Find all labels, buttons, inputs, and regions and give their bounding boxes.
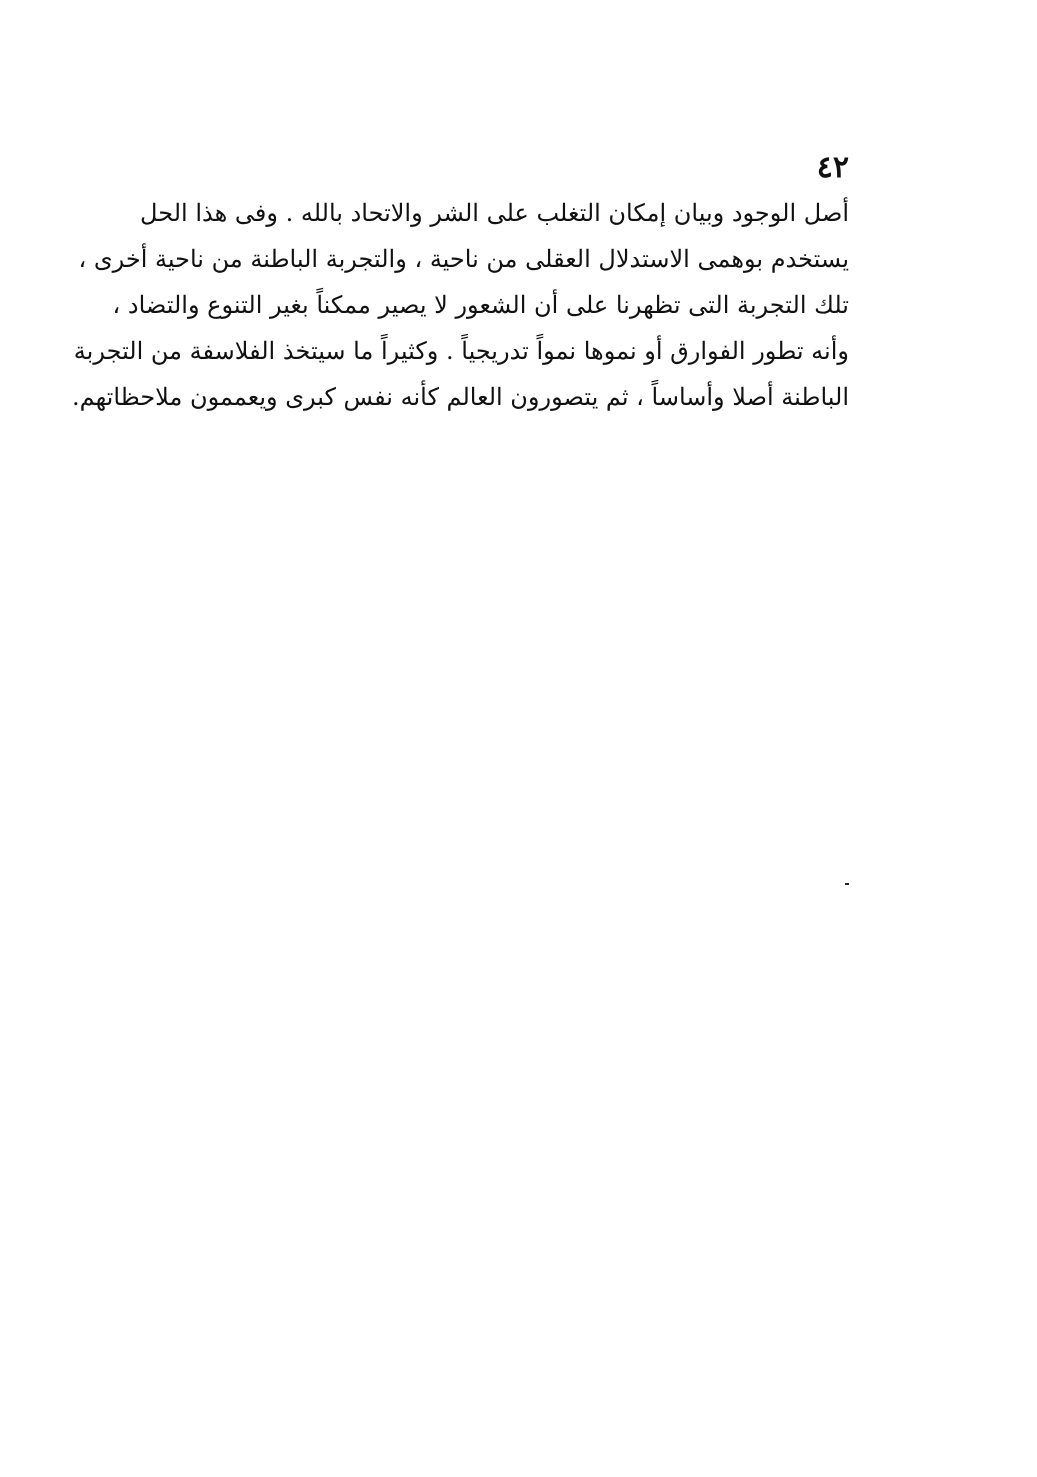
body-paragraph — [72, 190, 849, 420]
paragraph-line: وأنه تطور الفوارق أو نموها نمواً تدريجياً . وكثيراً ما سيتخذ الفلاسفة من التجربة — [73, 337, 849, 365]
paragraph-line: أصل الوجود وبيان إمكان التغلب على الشر والاتحاد بالله . وفى هذا الحل — [140, 199, 849, 227]
scan-speck — [845, 883, 849, 885]
paragraph-line: تلك التجربة التى تظهرنا على أن الشعور لا يصير ممكناً بغير التنوع والتضاد ، — [112, 291, 849, 319]
paragraph-line: يستخدم بوهمى الاستدلال العقلى من ناحية ، والتجربة الباطنة من ناحية أخرى ، — [78, 245, 849, 273]
paragraph-line: الباطنة أصلا وأساساً ، ثم يتصورون العالم كأنه نفس كبرى ويعممون ملاحظاتهم. — [72, 383, 849, 411]
page-number: ٤٢ — [816, 150, 849, 185]
